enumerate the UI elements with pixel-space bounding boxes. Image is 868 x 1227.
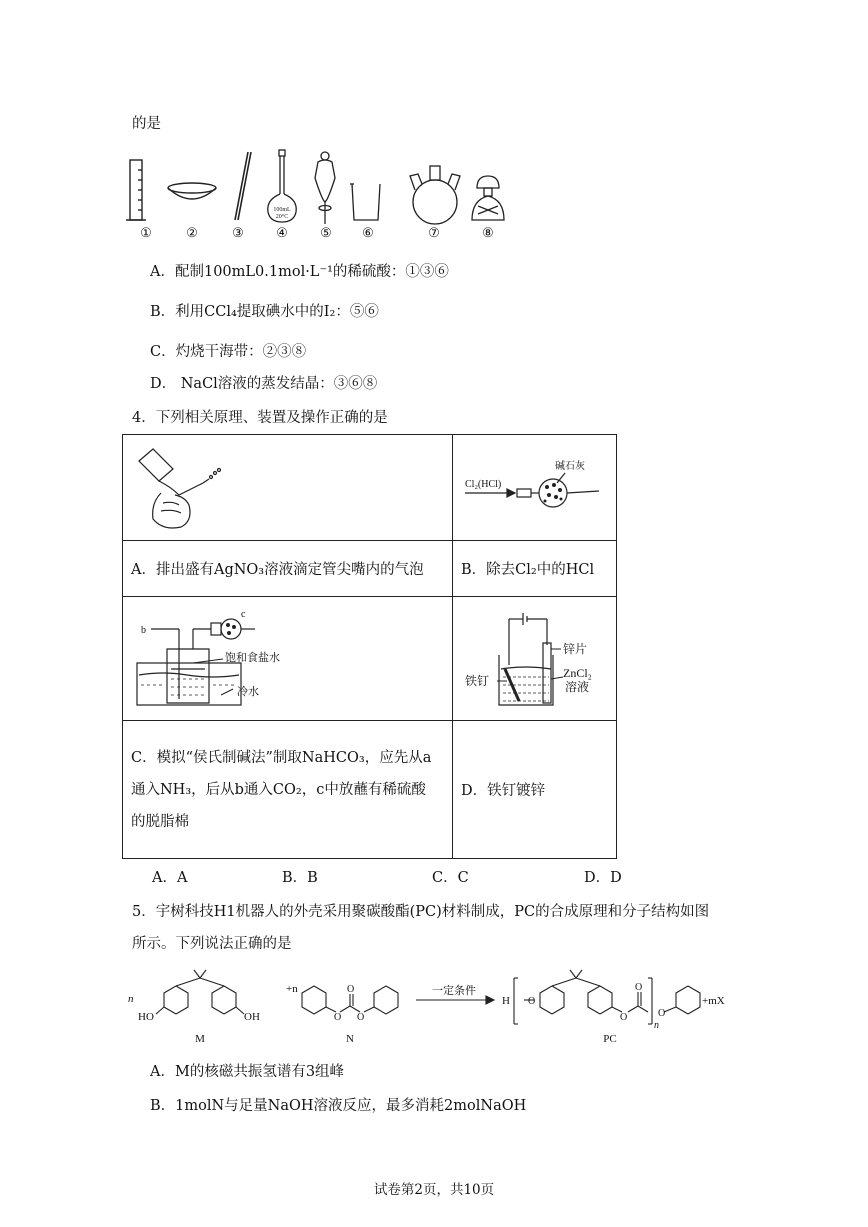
c-brine-label: 饱和食盐水 (225, 652, 280, 664)
m-label: M (195, 1033, 205, 1045)
flask-label-2: 20°C (275, 214, 289, 220)
b-reagent-label: 碱石灰 (555, 461, 585, 472)
hou-process-figure (133, 609, 333, 709)
n-o3: O (347, 984, 355, 995)
flask-label-1: 100mL (273, 207, 291, 213)
q4-figure-b-cell (453, 435, 617, 541)
apparatus-label: ⑦ (428, 226, 440, 241)
q3-option-a: A．配制100mL0.1mol·L⁻¹的稀硫酸：①③⑥ (150, 264, 449, 280)
q4-figure-c-cell (123, 597, 453, 721)
q4-choice-b: B．B (282, 870, 318, 886)
pc-o4: O (658, 1008, 666, 1019)
n-coef: +n (286, 983, 298, 995)
pc-mx: +mX (702, 995, 725, 1007)
pc-o1: O (528, 996, 536, 1007)
pc-n: n (654, 1020, 659, 1031)
apparatus-label: ① (140, 226, 152, 241)
q4-choice-c: C．C (432, 870, 469, 886)
pc-o2: O (620, 1012, 628, 1023)
pc-o3: O (635, 982, 643, 993)
q3-option-d: D． NaCl溶液的蒸发结晶：③⑥⑧ (150, 376, 378, 392)
q4-cell-a: A．排出盛有AgNO₃溶液滴定管尖嘴内的气泡 (123, 541, 453, 597)
apparatus-label: ③ (232, 226, 244, 241)
apparatus-label: ⑥ (362, 226, 374, 241)
q4-figure-d-cell (453, 597, 617, 721)
q4-choice-a: A．A (152, 870, 188, 886)
glass-rod-icon (235, 152, 251, 220)
q3-option-b: B．利用CCl₄提取碘水中的I₂：⑤⑥ (150, 304, 379, 320)
burette-bubble-figure (131, 443, 231, 535)
pc-label: PC (603, 1033, 617, 1045)
m-coef: n (128, 993, 134, 1005)
apparatus-label: ② (186, 226, 198, 241)
q5-stem-line1: 5．宇树科技H1机器人的外壳采用聚碳酸酯(PC)材料制成，PC的合成原理和分子结构如图 (132, 904, 710, 920)
q4-stem: 4．下列相关原理、装置及操作正确的是 (132, 410, 388, 426)
m-ho: HO (138, 1011, 154, 1023)
d-solution-label-2: 溶液 (565, 680, 590, 694)
evaporating-dish-icon (168, 183, 216, 199)
q4-figure-a-cell (123, 435, 453, 541)
q4-cell-c-line3: 的脱脂棉 (131, 813, 189, 830)
c-water-label: 冷水 (237, 686, 259, 698)
n-o1: O (334, 1012, 342, 1023)
q4-cell-c-line1: C．模拟“侯氏制碱法”制取NaHCO₃，应先从a (131, 749, 432, 766)
separatory-funnel-icon (315, 152, 335, 224)
beaker-icon (350, 184, 380, 220)
c-port-b: b (141, 625, 146, 636)
q5-stem-line2: 所示。下列说法正确的是 (132, 936, 292, 952)
b-gas-label: Cl₂(HCl) (465, 479, 502, 490)
pc-synthesis-scheme (124, 968, 744, 1048)
apparatus-label: ⑤ (320, 226, 332, 241)
page-footer: 试卷第2页，共10页 (373, 1182, 495, 1198)
n-o2: O (357, 1012, 365, 1023)
q4-cell-b: B．除去Cl₂中的HCl (453, 541, 617, 597)
q5-option-a: A．M的核磁共振氢谱有3组峰 (150, 1064, 345, 1080)
c-port-c: c (241, 609, 246, 620)
three-neck-flask-icon (410, 166, 460, 224)
q4-cell-d: D．铁钉镀锌 (453, 721, 617, 859)
intro-text: 的是 (132, 116, 161, 132)
n-label: N (346, 1033, 354, 1045)
graduated-cylinder-icon (126, 160, 146, 220)
q4-table (122, 434, 617, 859)
pc-h: H (502, 995, 510, 1007)
drying-tube-figure (461, 451, 611, 531)
apparatus-figure (120, 148, 540, 228)
d-zinc-label: 锌片 (563, 642, 588, 656)
q5-option-b: B．1molN与足量NaOH溶液反应，最多消耗2molNaOH (150, 1098, 527, 1114)
m-oh: OH (244, 1011, 260, 1023)
q4-choice-d: D．D (584, 870, 622, 886)
apparatus-label: ④ (276, 226, 288, 241)
galvanizing-figure (459, 609, 609, 709)
apparatus-label: ⑧ (482, 226, 494, 241)
q3-option-c: C．灼烧干海带：②③⑧ (150, 344, 307, 360)
q4-cell-c (123, 721, 453, 859)
d-solution-label-1: ZnCl₂ (563, 666, 592, 680)
reaction-condition: 一定条件 (432, 985, 476, 997)
d-nail-label: 铁钉 (465, 674, 490, 688)
alcohol-lamp-icon (472, 176, 504, 220)
q4-cell-c-line2: 通入NH₃，后从b通入CO₂，c中放蘸有稀硫酸 (131, 781, 426, 798)
